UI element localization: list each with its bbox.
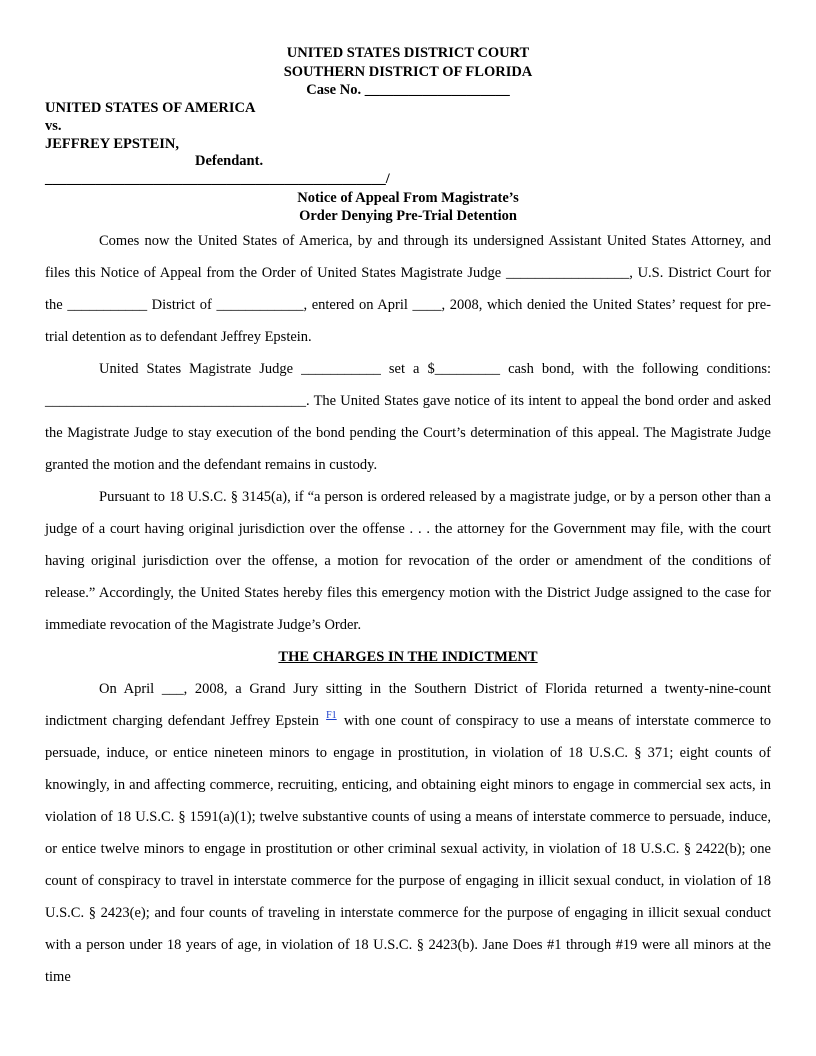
caption-divider: _______________________________________________/ xyxy=(45,171,390,187)
document-title-line-2: Order Denying Pre-Trial Detention xyxy=(299,208,517,224)
notice-body xyxy=(45,225,771,641)
court-name: UNITED STATES DISTRICT COURT xyxy=(286,45,530,61)
defendant-name: JEFFREY EPSTEIN, xyxy=(45,136,180,152)
paragraph-notice: Comes now the United States of America, by and through its undersigned Assistant United States Attorney, and files this Notice of Appeal from the Order of United States Magistrate Judge _________________, U.S. District Court for the ___________ District of ____________, entered on April ____, 2008, which denied the United States’ request for pre-trial detention as to defendant Jeffrey Epstein. xyxy=(45,233,771,345)
paragraph-charges xyxy=(45,673,771,993)
footnote-link[interactable]: F1 xyxy=(326,710,337,721)
versus-label: vs. xyxy=(45,118,62,134)
paragraph-bond: United States Magistrate Judge ___________ set a $_________ cash bond, with the following conditions: ____________________________________. The United States gave notice of its intent to appeal the bond order and asked the Magistrate Judge to stay execution of the bond pending the Court’s determination of this appeal. The Magistrate Judge granted the motion and the defendant remains in custody. xyxy=(45,361,771,473)
paragraph-statute: Pursuant to 18 U.S.C. § 3145(a), if “a person is ordered released by a magistrate judge, or by a person other than a judge of a court having original jurisdiction over the offense . . . the attorney for the Government may file, with the court having original jurisdiction over the offense, a motion for revocation of the order or amendment of the conditions of release.” Accordingly, the United States hereby files this emergency motion with the District Judge assigned to the case for immediate revocation of the Magistrate Judge’s Order. xyxy=(45,489,771,633)
charges-text-before-footnote: On April ___, 2008, a Grand Jury sitting in the Southern District of Florida returned a twenty-nine-count indictment charging defendant Jeffrey Epstein xyxy=(45,681,771,729)
district-name: SOUTHERN DISTRICT OF FLORIDA xyxy=(283,64,533,80)
case-number: Case No. ____________________ xyxy=(306,82,510,98)
plaintiff-name: UNITED STATES OF AMERICA xyxy=(45,100,256,116)
charges-body xyxy=(45,673,771,993)
document-title-line-1: Notice of Appeal From Magistrate’s xyxy=(297,190,519,206)
defendant-role: Defendant. xyxy=(195,153,264,169)
section-heading-charges: THE CHARGES IN THE INDICTMENT xyxy=(278,649,538,665)
charges-text-after-footnote: with one count of conspiracy to use a means of interstate commerce to persuade, induce, or entice nineteen minors to engage in prostitution, in violation of 18 U.S.C. § 371; eight counts of knowingly, in and affecting commerce, recruiting, enticing, and obtaining eight minors to engage in commercial sex acts, in violation of 18 U.S.C. § 1591(a)(1); twelve substantive counts of using a means of interstate commerce to persuade, induce, or entice twelve minors to engage in prostitution or other criminal sexual activity, in violation of 18 U.S.C. § 2422(b); one count of conspiracy to travel in interstate commerce for the purpose of engaging in illicit sexual conduct, in violation of 18 U.S.C. § 2423(e); and four counts of traveling in interstate commerce for the purpose of engaging in illicit sexual conduct with a person under 18 years of age, in violation of 18 U.S.C. § 2423(b). Jane Does #1 through #19 were all minors at the time xyxy=(45,713,772,985)
